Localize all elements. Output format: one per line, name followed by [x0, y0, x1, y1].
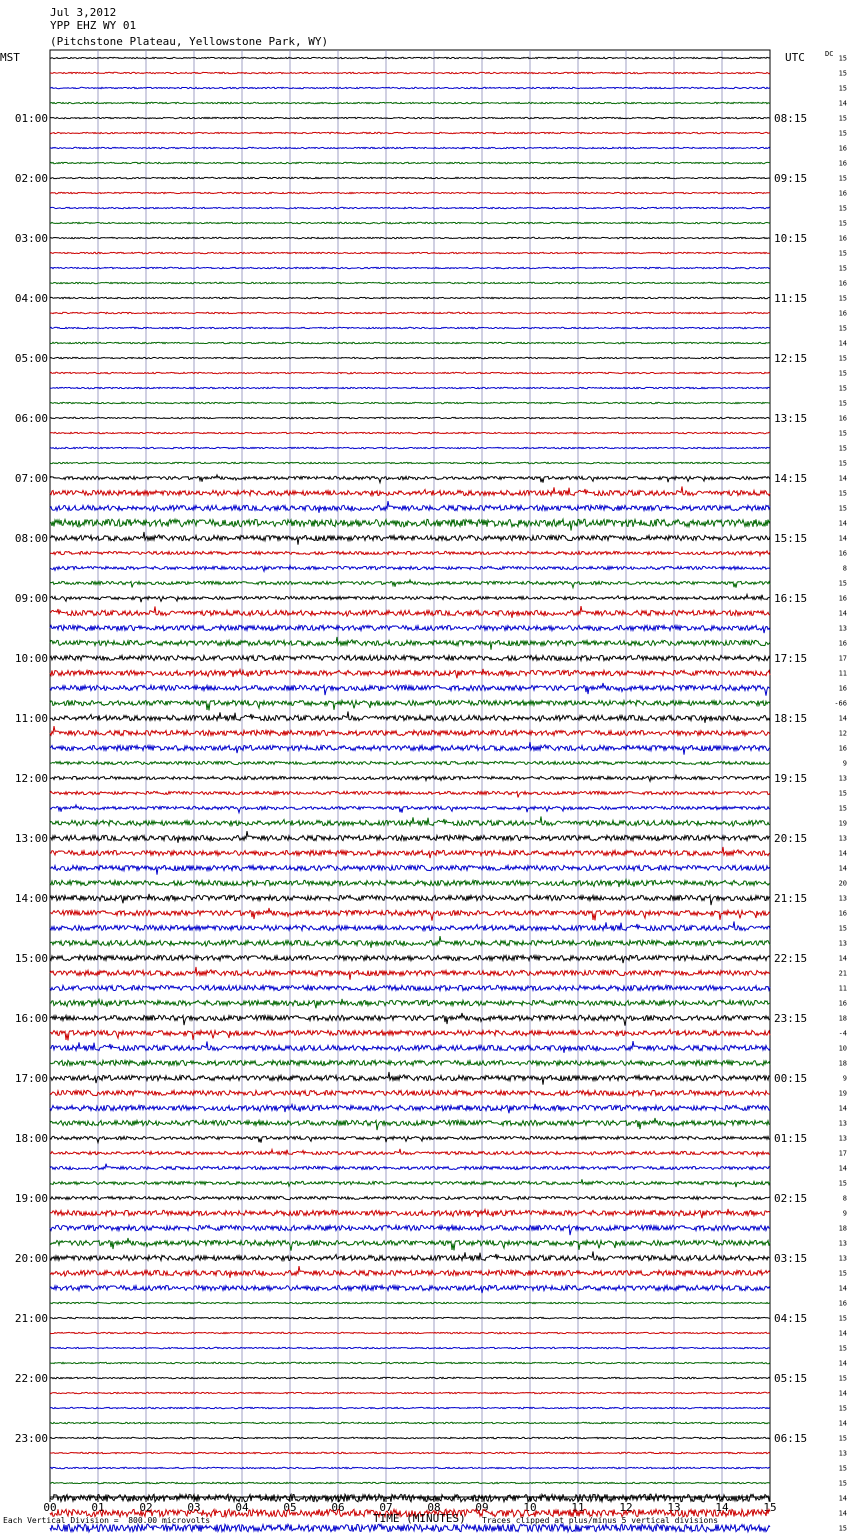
- x-tick-label: 01: [91, 1501, 105, 1514]
- hour-label-right: 20:15: [774, 832, 808, 845]
- clip-note: Traces clipped at plus/minus 5 vertical divisions: [482, 1516, 719, 1525]
- trace-level-label: 13: [838, 834, 847, 843]
- hour-label-right: 13:15: [774, 412, 808, 425]
- trace-level-label: 13: [838, 774, 847, 783]
- seismic-trace: [50, 655, 770, 660]
- trace-level-label: 11: [838, 984, 847, 993]
- seismic-trace: [50, 805, 770, 813]
- trace-level-label: 15: [838, 369, 847, 378]
- seismic-trace: [50, 637, 770, 650]
- trace-level-label: 16: [838, 549, 847, 558]
- trace-level-label: 15: [838, 1179, 847, 1188]
- seismic-trace: [50, 894, 770, 905]
- hour-label-right: 00:15: [774, 1072, 808, 1085]
- hour-label-right: 21:15: [774, 892, 808, 905]
- seismic-trace: [50, 1407, 770, 1408]
- trace-level-label: 11: [838, 669, 847, 678]
- hour-label-right: 09:15: [774, 172, 808, 185]
- trace-level-label: 19: [838, 819, 847, 828]
- seismic-trace: [50, 1179, 770, 1187]
- seismic-trace: [50, 595, 770, 603]
- hour-label-left: 03:00: [14, 232, 48, 245]
- seismic-trace: [50, 327, 770, 328]
- hour-label-left: 13:00: [14, 832, 48, 845]
- seismic-trace: [50, 999, 770, 1008]
- seismic-trace: [50, 1013, 770, 1026]
- trace-level-label: 13: [838, 1119, 847, 1128]
- hour-label-left: 21:00: [14, 1312, 48, 1325]
- seismic-trace: [50, 1347, 770, 1348]
- trace-level-label: 15: [838, 579, 847, 588]
- seismic-trace: [50, 1136, 770, 1142]
- seismic-trace: [50, 936, 770, 948]
- trace-level-label: 14: [838, 1389, 847, 1398]
- trace-level-label: 14: [838, 534, 847, 543]
- trace-level-label: 16: [838, 744, 847, 753]
- x-tick-label: 12: [619, 1501, 633, 1514]
- seismic-trace: [50, 566, 770, 572]
- hour-label-left: 22:00: [14, 1372, 48, 1385]
- trace-level-label: 15: [838, 1524, 847, 1533]
- trace-level-label: 15: [838, 1269, 847, 1278]
- seismic-trace: [50, 1225, 770, 1235]
- seismic-trace: [50, 1285, 770, 1293]
- seismic-trace: [50, 1060, 770, 1065]
- x-tick-label: 05: [283, 1501, 297, 1514]
- trace-level-label: 15: [838, 444, 847, 453]
- trace-level-label: -66: [834, 699, 847, 708]
- trace-level-label: 21: [838, 969, 847, 978]
- x-tick-label: 11: [571, 1501, 585, 1514]
- hour-label-right: 03:15: [774, 1252, 808, 1265]
- trace-level-label: 8: [842, 564, 847, 573]
- trace-level-label: 16: [838, 144, 847, 153]
- seismic-trace: [50, 700, 770, 710]
- trace-level-label: 15: [838, 804, 847, 813]
- seismic-trace: [50, 282, 770, 283]
- seismic-trace: [50, 742, 770, 755]
- seismic-trace: [50, 501, 770, 513]
- seismic-trace: [50, 177, 770, 178]
- trace-level-label: 13: [838, 624, 847, 633]
- trace-level-label: 15: [838, 1374, 847, 1383]
- x-axis-label: TIME (MINUTES): [373, 1512, 466, 1525]
- trace-level-label: 14: [838, 474, 847, 483]
- trace-level-label: 18: [838, 1224, 847, 1233]
- station-label: YPP EHZ WY 01: [50, 19, 137, 32]
- seismic-trace: [50, 1437, 770, 1438]
- trace-level-label: 15: [838, 249, 847, 258]
- trace-level-label: 13: [838, 1449, 847, 1458]
- seismic-trace: [50, 1090, 770, 1095]
- seismic-trace: [50, 908, 770, 921]
- trace-level-label: 13: [838, 1254, 847, 1263]
- seismic-trace: [50, 1332, 770, 1333]
- hour-label-right: 11:15: [774, 292, 808, 305]
- hour-label-left: 08:00: [14, 532, 48, 545]
- hour-label-left: 15:00: [14, 952, 48, 965]
- timezone-left-label: MST: [0, 51, 20, 64]
- x-tick-label: 09: [475, 1501, 489, 1514]
- seismic-trace: [50, 776, 770, 782]
- seismic-trace: [50, 967, 770, 980]
- hour-label-left: 11:00: [14, 712, 48, 725]
- trace-level-label: 15: [838, 54, 847, 63]
- trace-level-label: 15: [838, 324, 847, 333]
- hour-label-left: 14:00: [14, 892, 48, 905]
- trace-level-label: 16: [838, 189, 847, 198]
- hour-label-right: 16:15: [774, 592, 808, 605]
- trace-level-label: 14: [838, 519, 847, 528]
- trace-level-label: 15: [838, 219, 847, 228]
- seismic-trace: [50, 1149, 770, 1156]
- seismic-trace: [50, 985, 770, 990]
- dc-label: DC: [825, 50, 834, 58]
- trace-level-label: -4: [838, 1029, 847, 1038]
- seismic-trace: [50, 147, 770, 148]
- seismic-trace: [50, 237, 770, 238]
- hour-label-right: 14:15: [774, 472, 808, 485]
- hour-label-left: 05:00: [14, 352, 48, 365]
- hour-label-right: 05:15: [774, 1372, 808, 1385]
- trace-level-label: 14: [838, 1509, 847, 1518]
- trace-level-label: 20: [838, 879, 847, 888]
- seismic-trace: [50, 1118, 770, 1130]
- trace-level-label: 15: [838, 384, 847, 393]
- seismic-trace: [50, 847, 770, 858]
- trace-level-label: 16: [838, 909, 847, 918]
- seismic-trace: [50, 132, 770, 133]
- trace-level-label: 15: [838, 504, 847, 513]
- trace-level-label: 15: [838, 429, 847, 438]
- x-tick-label: 15: [763, 1501, 777, 1514]
- seismic-trace: [50, 87, 770, 88]
- trace-level-label: 9: [842, 759, 847, 768]
- trace-level-label: 14: [838, 99, 847, 108]
- seismic-trace: [50, 207, 770, 208]
- trace-level-label: 15: [838, 69, 847, 78]
- seismic-trace: [50, 880, 770, 888]
- seismic-trace: [50, 816, 770, 826]
- seismic-trace: [50, 72, 770, 73]
- trace-level-label: 18: [838, 1059, 847, 1068]
- trace-level-label: 16: [838, 594, 847, 603]
- seismic-trace: [50, 1452, 770, 1453]
- seismic-trace: [50, 1377, 770, 1378]
- seismic-trace: [50, 1524, 770, 1532]
- seismic-trace: [50, 955, 770, 963]
- hour-label-right: 18:15: [774, 712, 808, 725]
- trace-level-label: 15: [838, 1314, 847, 1323]
- hour-label-right: 10:15: [774, 232, 808, 245]
- x-tick-label: 02: [139, 1501, 153, 1514]
- x-tick-label: 10: [523, 1501, 537, 1514]
- hour-label-left: 04:00: [14, 292, 48, 305]
- hour-label-left: 17:00: [14, 1072, 48, 1085]
- seismic-trace: [50, 1030, 770, 1041]
- trace-level-label: 14: [838, 954, 847, 963]
- trace-level-label: 14: [838, 339, 847, 348]
- hour-label-left: 07:00: [14, 472, 48, 485]
- x-tick-label: 06: [331, 1501, 345, 1514]
- seismic-trace: [50, 1302, 770, 1303]
- trace-level-label: 15: [838, 129, 847, 138]
- trace-level-label: 14: [838, 1419, 847, 1428]
- trace-level-label: 15: [838, 1344, 847, 1353]
- hour-label-right: 04:15: [774, 1312, 808, 1325]
- seismic-trace: [50, 117, 770, 118]
- hour-label-left: 02:00: [14, 172, 48, 185]
- seismic-trace: [50, 1209, 770, 1218]
- trace-level-label: 17: [838, 654, 847, 663]
- trace-level-label: 14: [838, 1494, 847, 1503]
- seismic-trace: [50, 1422, 770, 1423]
- trace-level-label: 14: [838, 849, 847, 858]
- hour-label-left: 18:00: [14, 1132, 48, 1145]
- seismic-trace: [50, 192, 770, 193]
- seismic-trace: [50, 57, 770, 58]
- seismic-trace: [50, 1494, 770, 1502]
- date-label: Jul 3,2012: [50, 6, 117, 19]
- trace-level-label: 15: [838, 789, 847, 798]
- trace-level-label: 16: [838, 309, 847, 318]
- trace-level-label: 15: [838, 1464, 847, 1473]
- seismic-trace: [50, 669, 770, 678]
- hour-label-right: 06:15: [774, 1432, 808, 1445]
- trace-level-label: 13: [838, 1134, 847, 1143]
- trace-level-label: 13: [838, 939, 847, 948]
- hour-label-left: 12:00: [14, 772, 48, 785]
- trace-level-label: 15: [838, 204, 847, 213]
- trace-level-label: 15: [838, 489, 847, 498]
- hour-label-left: 19:00: [14, 1192, 48, 1205]
- seismic-trace: [50, 1266, 770, 1278]
- hour-label-right: 12:15: [774, 352, 808, 365]
- seismic-trace: [50, 1072, 770, 1085]
- seismic-trace: [50, 726, 770, 736]
- seismic-trace: [50, 1164, 770, 1170]
- hour-label-left: 10:00: [14, 652, 48, 665]
- seismic-trace: [50, 761, 770, 764]
- hour-label-right: 22:15: [774, 952, 808, 965]
- seismic-trace: [50, 1251, 770, 1260]
- seismic-trace: [50, 532, 770, 545]
- seismic-trace: [50, 342, 770, 343]
- hour-label-left: 23:00: [14, 1432, 48, 1445]
- trace-level-label: 14: [838, 1164, 847, 1173]
- seismic-trace: [50, 831, 770, 843]
- seismic-trace: [50, 1317, 770, 1318]
- seismic-trace: [50, 606, 770, 618]
- trace-level-label: 10: [838, 1044, 847, 1053]
- trace-level-label: 16: [838, 414, 847, 423]
- seismic-trace: [50, 551, 770, 556]
- x-tick-label: 07: [379, 1501, 393, 1514]
- seismic-trace: [50, 1362, 770, 1363]
- hour-label-right: 01:15: [774, 1132, 808, 1145]
- hour-label-right: 23:15: [774, 1012, 808, 1025]
- x-tick-label: 14: [715, 1501, 729, 1514]
- trace-level-label: 9: [842, 1074, 847, 1083]
- trace-level-label: 15: [838, 1434, 847, 1443]
- seismic-trace: [50, 791, 770, 797]
- seismic-trace: [50, 312, 770, 313]
- x-tick-label: 04: [235, 1501, 249, 1514]
- trace-level-label: 13: [838, 1239, 847, 1248]
- trace-level-label: 15: [838, 459, 847, 468]
- scale-note: Each Vertical Division = 800.00 microvolts: [3, 1516, 211, 1525]
- hour-label-left: 06:00: [14, 412, 48, 425]
- seismic-trace: [50, 447, 770, 448]
- trace-level-label: 15: [838, 114, 847, 123]
- trace-level-label: 14: [838, 1359, 847, 1368]
- seismic-trace: [50, 222, 770, 223]
- seismic-trace: [50, 475, 770, 483]
- seismic-trace: [50, 1104, 770, 1113]
- hour-label-left: 09:00: [14, 592, 48, 605]
- seismic-trace: [50, 625, 770, 633]
- seismic-trace: [50, 1392, 770, 1393]
- trace-level-label: 14: [838, 1104, 847, 1113]
- seismic-trace: [50, 1041, 770, 1053]
- trace-level-label: 14: [838, 1329, 847, 1338]
- hour-label-right: 17:15: [774, 652, 808, 665]
- trace-level-label: 16: [838, 999, 847, 1008]
- seismic-trace: [50, 865, 770, 874]
- trace-level-label: 15: [838, 1479, 847, 1488]
- seismic-trace: [50, 357, 770, 358]
- plot-frame: [50, 50, 770, 1497]
- trace-level-label: 15: [838, 1404, 847, 1413]
- trace-level-label: 15: [838, 294, 847, 303]
- location-label: (Pitchstone Plateau, Yellowstone Park, WY): [50, 35, 329, 48]
- x-tick-label: 03: [187, 1501, 201, 1514]
- trace-level-label: 16: [838, 639, 847, 648]
- seismic-trace: [50, 1467, 770, 1468]
- trace-level-label: 15: [838, 924, 847, 933]
- seismic-trace: [50, 267, 770, 268]
- trace-level-label: 15: [838, 174, 847, 183]
- trace-level-label: 8: [842, 1194, 847, 1203]
- trace-level-label: 19: [838, 1089, 847, 1098]
- x-tick-label: 13: [667, 1501, 681, 1514]
- seismic-trace: [50, 1238, 770, 1251]
- trace-level-label: 14: [838, 609, 847, 618]
- seismic-trace: [50, 711, 770, 722]
- trace-level-label: 15: [838, 264, 847, 273]
- seismic-trace: [50, 921, 770, 930]
- trace-level-label: 14: [838, 1284, 847, 1293]
- hour-label-left: 16:00: [14, 1012, 48, 1025]
- trace-level-label: 15: [838, 84, 847, 93]
- trace-level-label: 15: [838, 399, 847, 408]
- seismic-trace: [50, 580, 770, 588]
- trace-level-label: 15: [838, 354, 847, 363]
- trace-level-label: 16: [838, 279, 847, 288]
- trace-level-label: 16: [838, 159, 847, 168]
- seismic-trace: [50, 683, 770, 696]
- trace-level-label: 16: [838, 1299, 847, 1308]
- hour-label-right: 08:15: [774, 112, 808, 125]
- trace-level-label: 9: [842, 1209, 847, 1218]
- x-tick-label: 08: [427, 1501, 441, 1514]
- seismic-trace: [50, 417, 770, 418]
- seismic-trace: [50, 252, 770, 253]
- seismic-trace: [50, 486, 770, 495]
- seismic-trace: [50, 372, 770, 373]
- hour-label-right: 15:15: [774, 532, 808, 545]
- seismic-trace: [50, 297, 770, 298]
- seismic-trace: [50, 519, 770, 530]
- seismic-trace: [50, 462, 770, 463]
- seismic-trace: [50, 1196, 770, 1199]
- x-tick-label: 00: [43, 1501, 57, 1514]
- trace-level-label: 16: [838, 684, 847, 693]
- trace-level-label: 12: [838, 729, 847, 738]
- trace-level-label: 18: [838, 1014, 847, 1023]
- seismic-trace: [50, 162, 770, 163]
- seismic-trace: [50, 402, 770, 403]
- hour-label-right: 02:15: [774, 1192, 808, 1205]
- trace-level-label: 14: [838, 864, 847, 873]
- trace-level-label: 17: [838, 1149, 847, 1158]
- seismic-trace: [50, 432, 770, 433]
- timezone-right-label: UTC: [785, 51, 805, 64]
- seismic-trace: [50, 387, 770, 388]
- trace-level-label: 16: [838, 234, 847, 243]
- hour-label-left: 01:00: [14, 112, 48, 125]
- trace-level-label: 13: [838, 894, 847, 903]
- seismic-trace: [50, 102, 770, 103]
- trace-level-label: 14: [838, 714, 847, 723]
- seismic-trace: [50, 1482, 770, 1483]
- hour-label-right: 19:15: [774, 772, 808, 785]
- hour-label-left: 20:00: [14, 1252, 48, 1265]
